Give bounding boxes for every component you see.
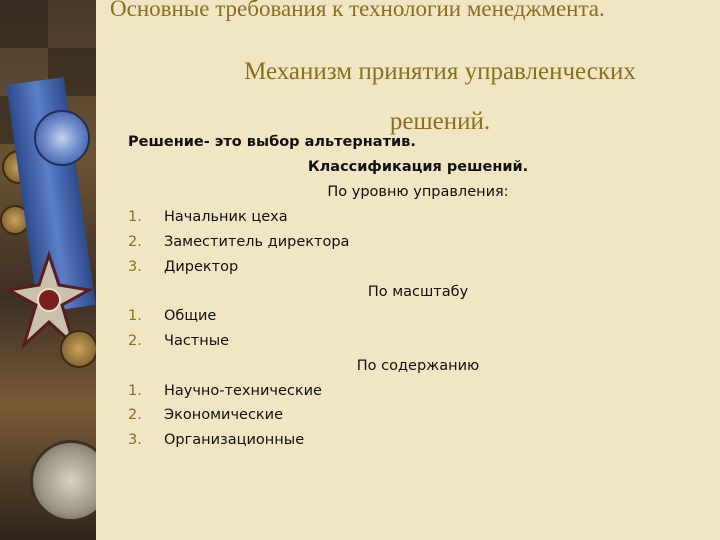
list-number: 3. [128, 259, 142, 275]
definition-text: Решение- это выбор альтернатив. [128, 134, 416, 150]
group-heading: По масштабу [367, 284, 469, 300]
list-item-text: Научно-технические [164, 383, 322, 399]
group-heading: По уровню управления: [327, 184, 509, 200]
decorative-photo-strip [0, 0, 96, 540]
coin-icon [60, 330, 96, 368]
slide-title: Основные требования к технологии менеджмента. [110, 0, 605, 21]
list-item-text: Директор [164, 259, 239, 275]
list-item-text: Организационные [164, 432, 305, 448]
group-heading: По содержанию [356, 358, 480, 374]
list-item-text: Общие [164, 308, 217, 324]
list-number: 2. [128, 333, 142, 349]
list-number: 2. [128, 407, 142, 423]
chessboard-square [0, 0, 48, 48]
list-item-text: Частные [164, 333, 230, 349]
classification-heading: Классификация решений. [307, 159, 529, 175]
compass-icon [30, 440, 96, 522]
list-item-text: Экономические [164, 407, 284, 423]
list-number: 3. [128, 432, 142, 448]
slide-subtitle-line1: Механизм принятия управленческих [244, 58, 636, 85]
list-item-text: Заместитель директора [164, 234, 350, 250]
slide-subtitle-line2: решений. [389, 108, 491, 135]
list-number: 1. [128, 308, 142, 324]
list-item-text: Начальник цеха [164, 209, 288, 225]
list-number: 2. [128, 234, 142, 250]
list-number: 1. [128, 383, 142, 399]
list-number: 1. [128, 209, 142, 225]
medal-rosette-icon [34, 110, 90, 166]
